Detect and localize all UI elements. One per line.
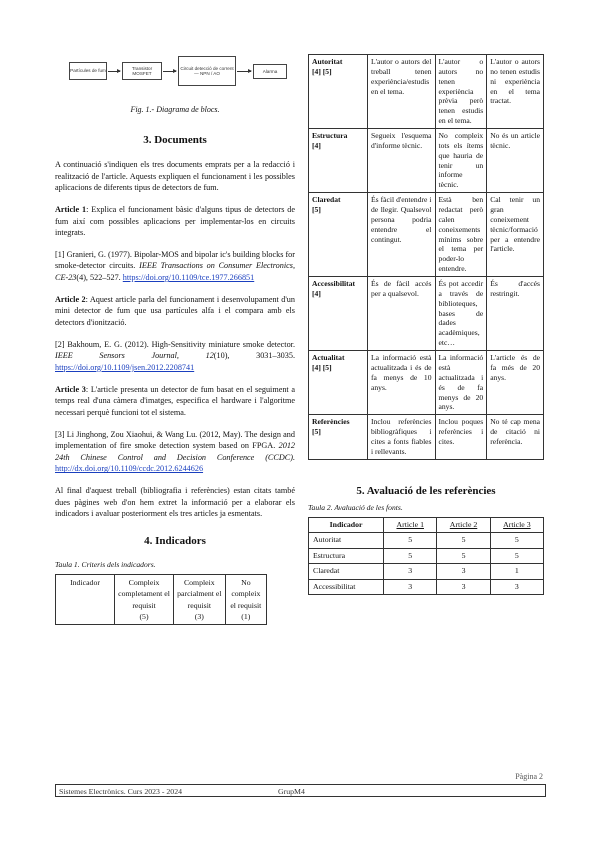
table-caption: Taula 1. Criteris dels indicadors. (55, 559, 156, 569)
footer-group: GrupM4 (278, 787, 305, 796)
table-row: Referències [5] Inclou referències bibliogràfiques i cites a fonts fiables i rellevants. Inclou poques referències i cites. No té cap mena de citació ni referència. (309, 415, 544, 459)
diagram-box-circuit: Circuit detecció de corrent — NPN / AO (178, 56, 236, 86)
figure-caption: Fig. 1.- Diagrama de blocs. (130, 105, 220, 114)
arrow-icon (163, 71, 176, 72)
criteria-table (308, 54, 544, 460)
reference-2: [2] Bakhoum, E. G. (2012). High-Sensitivity miniature smoke detector. IEEE Sensors Journal, 12(10), 3031–3035. https://doi.org/10.1109/jsen.2012.2208741 (55, 339, 295, 372)
section-outro: Al final d'aquest treball (bibliografia i referències) estan citats també dues pàgines web d'on hem extret la informació per a elaborar els indicadors i avaluar posteriorment els tres articles ja esmentats. (55, 486, 295, 519)
page-number: Pàgina 2 (515, 772, 543, 781)
page-footer (55, 784, 546, 797)
header-full: Compleix completament el requisit (5) (115, 575, 174, 624)
arrow-icon (237, 71, 251, 72)
table-row: Autoritat 5 5 5 (309, 533, 544, 549)
evaluation-table (308, 517, 544, 596)
section-title: 3. Documents (143, 134, 207, 147)
diagram-box-smoke: Partícules de fum (69, 62, 107, 80)
table-row: Claredat 3 3 1 (309, 564, 544, 580)
indicator-criteria-header-table (55, 574, 267, 624)
header-indicator: Indicador (56, 575, 115, 624)
table-row: Actualitat [4] [5] La informació està actualitzada i és de fa menys de 10 anys. La informació està actualitzada i és de fa menys de 20 anys. L'article és de fa més de 20 anys. (309, 351, 544, 415)
table-row: Autoritat [4] [5] L'autor o autors del treball tenen experiència/estudis en el tema. L'autor o autors no tenen experiència prèvia però tenen estudis en el tema. L'autor o autors no tenen estudis ni experiència en el tema tractat. (309, 55, 544, 129)
section-intro: A continuació s'indiquen els tres documents emprats per a la redacció i realització de l'article. Aquests expliquen el funcionament i les possibles aplicacions de diferents tipus de detectors de fum. (55, 159, 295, 193)
section-title: 4. Indicadors (144, 534, 206, 547)
right-column (308, 54, 544, 595)
diagram-box-mosfet: Transistor MOSFET (122, 62, 162, 80)
reference-3-link[interactable]: http://dx.doi.org/10.1109/ccdc.2012.6244626 (55, 464, 204, 474)
left-column (55, 50, 295, 625)
block-diagram (55, 50, 295, 100)
table-row: Claredat [5] És fàcil d'entendre i de llegir. Qualsevol persona podria entendre el contingut. Està ben redactat però calen coneixements mínims sobre el tema per poder-lo entendre. Cal tenir un gran coneixement tècnic/formació per a entendre l'article. (309, 193, 544, 277)
table-row: Estructura 5 5 5 (309, 548, 544, 564)
section-title: 5. Avaluació de les referències (356, 484, 496, 497)
arrow-icon (108, 71, 120, 72)
reference-1-link[interactable]: https://doi.org/10.1109/tce.1977.266851 (122, 273, 255, 283)
footer-course: Sistemes Electrònics. Curs 2023 - 2024 (59, 787, 183, 796)
header-partial: Compleix parcialment el requisit (3) (174, 575, 226, 624)
header-none: No compleix el requisit (1) (225, 575, 266, 624)
table-header-row: Indicador Article 1 Article 2 Article 3 (309, 517, 544, 533)
reference-1: [1] Granieri, G. (1977). Bipolar-MOS and bipolar ic's building blocks for smoke-detector circuits. IEEE Transactions on Consumer Electronics, CE-23(4), 522–527. https://doi.org/10.1109/tce.1977.266851 (55, 249, 295, 283)
reference-2-link[interactable]: https://doi.org/10.1109/jsen.2012.2208741 (55, 362, 195, 372)
table-row: Accessibilitat [4] És de fàcil accés per a qualsevol. És pot accedir a través de biblioteques, bases de dades acadèmiques, etc… És d'accés restringit. (309, 277, 544, 351)
table-row: Accessibilitat 3 3 3 (309, 579, 544, 595)
reference-3: [3] Li Jinghong, Zou Xiaohui, & Wang Lu. (2012, May). The design and implementation of fire smoke detection system based on FPGA. 2012 24th Chinese Control and Decision Conference (CCDC). http://dx.doi.org/10.1109/ccdc.2012.6244626 (55, 429, 296, 474)
article-3-summary: Article 3: L'article presenta un detector de fum basat en el seguiment a temps real d'una càmera d'imatges, especifica el hardware i l'algoritme necessari perquè funcioni tot el sistema. (55, 384, 296, 417)
article-2-summary: Article 2: Aquest article parla del funcionament i desenvolupament d'un mini detector de fum que usa partícules alfa i el compara amb els detectors d'ionització. (55, 294, 295, 328)
article-1-summary: Article 1: Explica el funcionament bàsic d'alguns tipus de detectors de fum així com possibles aplicacions per implementar-los en circuits integrats. (55, 204, 295, 238)
diagram-box-alarm: Alarma (253, 64, 287, 79)
table-caption: Taula 2. Avaluació de les fonts. (308, 502, 403, 512)
table-row: Estructura [4] Segueix l'esquema d'informe tècnic. No compleix tots els ítems que hauria de tenir un informe tècnic. No és un article tècnic. (309, 129, 544, 193)
